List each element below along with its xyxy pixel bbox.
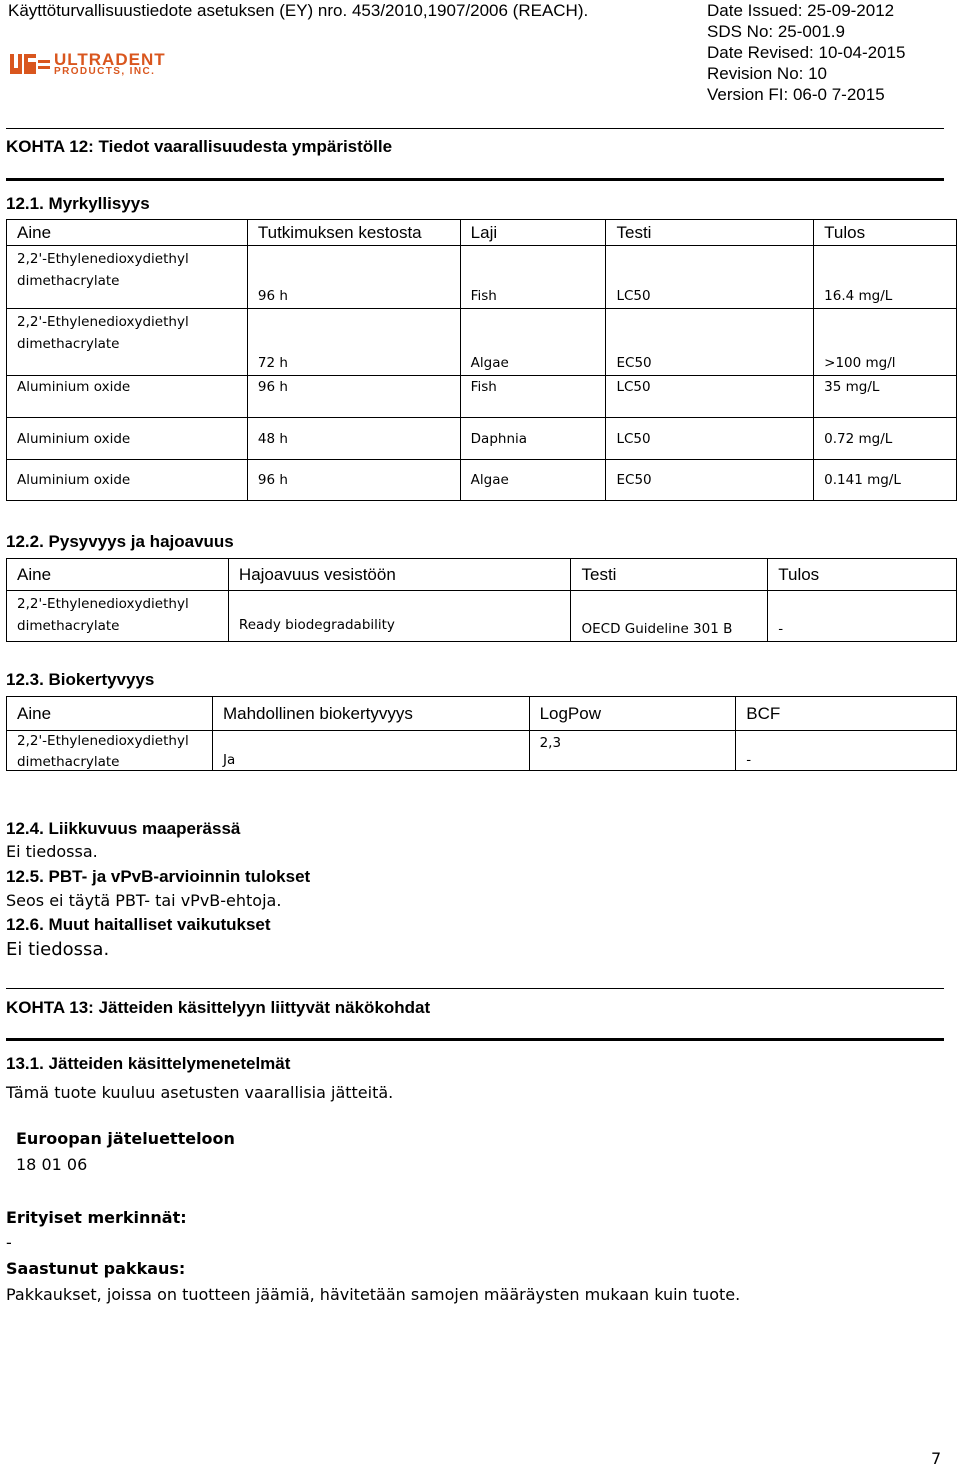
section-divider: [6, 178, 944, 181]
revision-number: Revision No: 10: [707, 64, 828, 83]
col-header-substance: Aine: [7, 697, 213, 731]
cell-test: LC50: [606, 376, 814, 418]
page-number: 7: [931, 1449, 942, 1468]
cell-bcf: -: [736, 731, 957, 771]
col-header-bioaccumulation: Mahdollinen biokertyvyys: [212, 697, 529, 731]
cell-duration: 72 h: [247, 309, 460, 376]
cell-bioaccumulation: Ja: [212, 731, 529, 771]
version: Version FI: 06-0 7-2015: [707, 85, 885, 104]
ewc-title: Euroopan jäteluetteloon: [16, 1129, 235, 1148]
col-header-substance: Aine: [7, 559, 229, 591]
mobility-text: Ei tiedossa.: [6, 842, 98, 861]
sds-number: SDS No: 25-001.9: [707, 22, 845, 41]
cell-duration: 96 h: [247, 246, 460, 309]
cell-species: Fish: [460, 246, 606, 309]
persistence-table: [6, 558, 957, 642]
cell-species: Algae: [460, 460, 606, 501]
waste-methods-title: 13.1. Jätteiden käsittelymenetelmät: [6, 1054, 291, 1073]
cell-substance: 2,2'-Ethylenedioxydiethyl dimethacrylate: [17, 314, 189, 352]
col-header-degradation: Hajoavuus vesistöön: [228, 559, 571, 591]
contaminated-packaging-title: Saastunut pakkaus:: [6, 1259, 186, 1278]
table-row: [7, 376, 957, 418]
ewc-code: 18 01 06: [16, 1155, 88, 1174]
table-row: [7, 731, 957, 771]
table-row: [7, 309, 957, 376]
cell-result: 16.4 mg/L: [814, 246, 957, 309]
col-header-result: Tulos: [768, 559, 957, 591]
other-effects-text: Ei tiedossa.: [6, 939, 110, 960]
table-header-row: [7, 559, 957, 591]
cell-logpow: 2,3: [529, 731, 736, 771]
cell-species: Fish: [460, 376, 606, 418]
ultradent-logo: [10, 52, 200, 78]
cell-substance: Aluminium oxide: [7, 376, 248, 418]
cell-duration: 96 h: [247, 460, 460, 501]
section-divider: [6, 128, 944, 129]
cell-test: EC50: [606, 460, 814, 501]
cell-substance: Aluminium oxide: [7, 418, 248, 460]
cell-substance: Aluminium oxide: [7, 460, 248, 501]
table-row: [7, 460, 957, 501]
cell-result: >100 mg/l: [814, 309, 957, 376]
cell-substance: 2,2'-Ethylenedioxydiethyl dimethacrylate: [17, 251, 189, 289]
table-row: [7, 246, 957, 309]
cell-test: LC50: [606, 246, 814, 309]
special-marks-title: Erityiset merkinnät:: [6, 1208, 187, 1227]
col-header-test: Testi: [606, 220, 814, 246]
cell-test: OECD Guideline 301 B: [571, 591, 768, 642]
cell-test: LC50: [606, 418, 814, 460]
special-marks-text: -: [6, 1233, 12, 1252]
table-row: [7, 591, 957, 642]
section-divider: [6, 1038, 944, 1041]
ultradent-logo-mark: [10, 52, 52, 76]
cell-species: Daphnia: [460, 418, 606, 460]
table-header-row: [7, 697, 957, 731]
cell-substance: 2,2'-Ethylenedioxydiethyl dimethacrylate: [17, 733, 189, 769]
cell-result: -: [768, 591, 957, 642]
pbt-title: 12.5. PBT- ja vPvB-arvioinnin tulokset: [6, 867, 311, 886]
logo-wordmark: ULTRADENT: [54, 50, 166, 69]
bioaccumulation-table: [6, 696, 957, 771]
persistence-title: 12.2. Pysyvyys ja hajoavuus: [6, 532, 234, 551]
waste-methods-text: Tämä tuote kuuluu asetusten vaarallisia jätteitä.: [6, 1083, 394, 1102]
toxicity-table: [6, 219, 957, 501]
document-title: Käyttöturvallisuustiedote asetuksen (EY) nro. 453/2010,1907/2006 (REACH).: [8, 1, 589, 20]
section-12-title: KOHTA 12: Tiedot vaarallisuudesta ympäristölle: [6, 137, 393, 156]
toxicity-title: 12.1. Myrkyllisyys: [6, 194, 150, 213]
date-revised: Date Revised: 10-04-2015: [707, 43, 906, 62]
col-header-result: Tulos: [814, 220, 957, 246]
cell-result: 0.141 mg/L: [814, 460, 957, 501]
table-header-row: [7, 220, 957, 246]
pbt-text: Seos ei täytä PBT- tai vPvB-ehtoja.: [6, 891, 282, 910]
cell-degradation: Ready biodegradability: [228, 591, 571, 642]
col-header-substance: Aine: [7, 220, 248, 246]
mobility-title: 12.4. Liikkuvuus maaperässä: [6, 819, 241, 838]
cell-result: 0.72 mg/L: [814, 418, 957, 460]
col-header-duration: Tutkimuksen kestosta: [247, 220, 460, 246]
col-header-logpow: LogPow: [529, 697, 736, 731]
other-effects-title: 12.6. Muut haitalliset vaikutukset: [6, 915, 271, 934]
table-row: [7, 418, 957, 460]
cell-substance: 2,2'-Ethylenedioxydiethyl dimethacrylate: [17, 596, 189, 634]
section-13-title: KOHTA 13: Jätteiden käsittelyyn liittyvät näkökohdat: [6, 998, 431, 1017]
logo-subtitle: PRODUCTS, INC.: [54, 66, 156, 77]
col-header-species: Laji: [460, 220, 606, 246]
cell-test: EC50: [606, 309, 814, 376]
cell-result: 35 mg/L: [814, 376, 957, 418]
cell-duration: 96 h: [247, 376, 460, 418]
bioaccumulation-title: 12.3. Biokertyvyys: [6, 670, 155, 689]
col-header-bcf: BCF: [736, 697, 957, 731]
date-issued: Date Issued: 25-09-2012: [707, 1, 895, 20]
col-header-test: Testi: [571, 559, 768, 591]
contaminated-packaging-text: Pakkaukset, joissa on tuotteen jäämiä, hävitetään samojen määräysten mukaan kuin tuote.: [6, 1285, 741, 1304]
cell-species: Algae: [460, 309, 606, 376]
cell-duration: 48 h: [247, 418, 460, 460]
section-divider: [6, 988, 944, 989]
